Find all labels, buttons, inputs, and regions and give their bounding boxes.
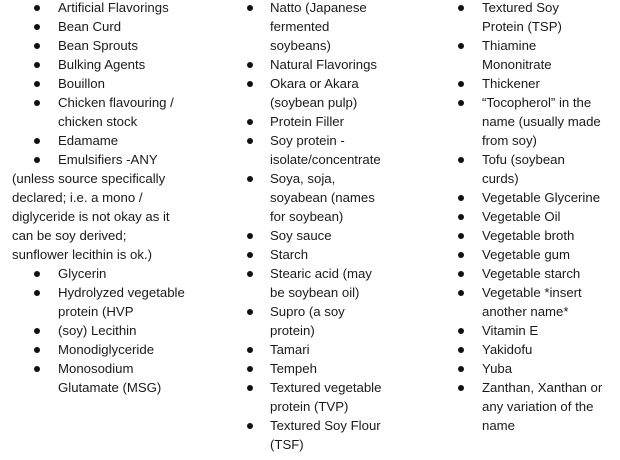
list-item bbox=[0, 74, 604, 93]
item-text: (soy) Lecithin bbox=[58, 323, 137, 338]
item-text: Vegetable Oil bbox=[482, 209, 561, 224]
item-text: Bean Curd bbox=[58, 19, 122, 34]
bullet-icon bbox=[458, 157, 464, 163]
list-item bbox=[0, 340, 604, 359]
item-text: Hydrolyzed vegetable protein (HVP bbox=[58, 285, 185, 319]
bullet-icon bbox=[458, 43, 464, 49]
list-item bbox=[0, 150, 604, 188]
item-text: Vegetable broth bbox=[482, 228, 575, 243]
item-text: Textured Soy Flour (TSF) bbox=[270, 418, 381, 452]
item-text: Okara or Akara (soybean pulp) bbox=[270, 76, 359, 110]
item-text: Tofu (soybean curds) bbox=[482, 152, 565, 186]
item-text: Monodiglyceride bbox=[58, 342, 155, 357]
item-text: Bouillon bbox=[58, 76, 105, 91]
item-text: Stearic acid (may be soybean oil) bbox=[270, 266, 372, 300]
item-text: Zanthan, Xanthan or any variation of the name bbox=[482, 380, 603, 433]
item-text: Edamame bbox=[58, 133, 119, 148]
item-text: Yakidofu bbox=[482, 342, 533, 357]
bullet-icon bbox=[458, 271, 464, 277]
item-text: Soya, soja, soyabean (names for soybean) bbox=[270, 171, 375, 224]
list-item bbox=[0, 226, 604, 245]
bullet-icon bbox=[458, 328, 464, 334]
list-item bbox=[0, 245, 604, 264]
bullet-icon bbox=[458, 195, 464, 201]
item-text: Soy protein - isolate/concentrate bbox=[270, 133, 381, 167]
list-item bbox=[0, 36, 604, 74]
item-text: Bean Sprouts bbox=[58, 38, 138, 53]
emulsifier-note: (unless source specifically declared; i.e. a mono / diglyceride is not okay as it can be soy derived; sunflower lecithin is ok.) bbox=[12, 171, 170, 262]
item-text: Emulsifiers -ANY bbox=[58, 152, 158, 167]
item-text: Protein Filler bbox=[270, 114, 345, 129]
item-text: Vegetable starch bbox=[482, 266, 581, 281]
list-item bbox=[0, 207, 604, 226]
bullet-icon bbox=[458, 81, 464, 87]
list-item bbox=[0, 378, 604, 435]
list-item bbox=[0, 321, 604, 340]
item-text: Vegetable gum bbox=[482, 247, 570, 262]
item-text: Vitamin E bbox=[482, 323, 539, 338]
bullet-icon bbox=[458, 5, 464, 11]
bullet-icon bbox=[458, 233, 464, 239]
item-text: Yuba bbox=[482, 361, 513, 376]
list-item bbox=[0, 0, 604, 36]
bullet-icon bbox=[458, 385, 464, 391]
item-text: Monosodium Glutamate (MSG) bbox=[58, 361, 162, 395]
item-text: “Tocopherol” in the name (usually made from soy) bbox=[482, 95, 601, 148]
item-text: Glycerin bbox=[58, 266, 107, 281]
bullet-icon bbox=[458, 252, 464, 258]
list-item bbox=[0, 283, 604, 321]
list-item bbox=[0, 359, 604, 378]
item-text: Textured vegetable protein (TVP) bbox=[270, 380, 382, 414]
item-text: Starch bbox=[270, 247, 309, 262]
item-text: Chicken flavouring / chicken stock bbox=[58, 95, 174, 129]
list-item bbox=[0, 93, 604, 150]
item-text: Supro (a soy protein) bbox=[270, 304, 345, 338]
item-text: Tempeh bbox=[270, 361, 317, 376]
list-item bbox=[0, 264, 604, 283]
item-text: Artificial Flavorings bbox=[58, 0, 169, 15]
bullet-icon bbox=[458, 347, 464, 353]
bullet-icon bbox=[458, 100, 464, 106]
item-text: Vegetable *insert another name* bbox=[482, 285, 582, 319]
item-text: Tamari bbox=[270, 342, 310, 357]
item-text: Textured Soy Protein (TSP) bbox=[482, 0, 562, 34]
item-text: Vegetable Glycerine bbox=[482, 190, 601, 205]
item-text: Thiamine Mononitrate bbox=[482, 38, 552, 72]
bullet-icon bbox=[458, 290, 464, 296]
item-text: Bulking Agents bbox=[58, 57, 146, 72]
item-text: Natto (Japanese fermented soybeans) bbox=[270, 0, 367, 53]
bullet-icon bbox=[458, 214, 464, 220]
item-text: Thickener bbox=[482, 76, 540, 91]
item-text: Soy sauce bbox=[270, 228, 332, 243]
item-text: Natural Flavorings bbox=[270, 57, 378, 72]
list-item bbox=[0, 188, 604, 207]
bullet-icon bbox=[458, 366, 464, 372]
